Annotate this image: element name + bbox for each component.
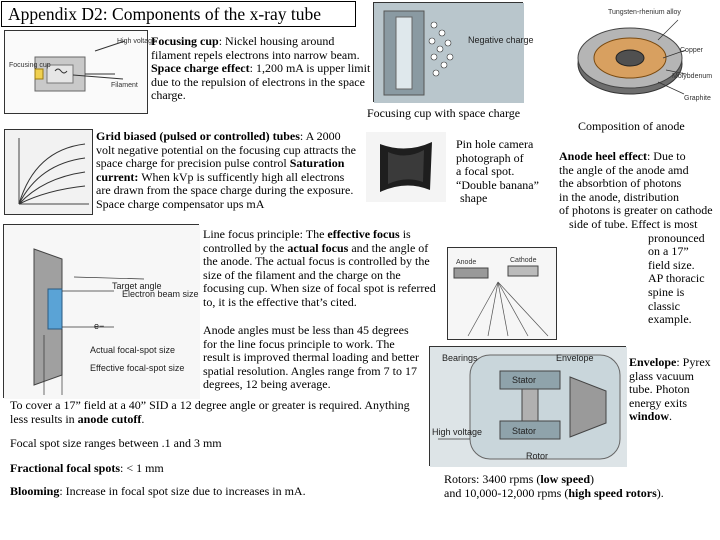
pinhole-line: photograph of xyxy=(456,150,524,165)
space-charge-diagram xyxy=(374,3,534,103)
space-charge-figure xyxy=(373,2,534,102)
saturation-curves xyxy=(5,130,94,216)
space-charge-term: Space charge effect xyxy=(151,61,250,76)
heel-line: the absorbtion of photons xyxy=(559,176,682,191)
anode-composition-diagram xyxy=(568,2,716,114)
fractional-term: Fractional focal spots xyxy=(10,461,120,475)
molybdenum-label: Molybdenum xyxy=(672,73,713,80)
actual-focal-label: Actual focal-spot size xyxy=(90,345,176,355)
grid-biased-text xyxy=(96,130,358,212)
high-speed-term: high speed rotors xyxy=(568,485,657,500)
focusing-cup-caption: Focusing cup with space charge xyxy=(367,106,521,120)
heel-line: the angle of the anode amd xyxy=(559,162,689,177)
window-term: window xyxy=(629,409,670,424)
line-focus-diagram xyxy=(4,225,200,399)
heel-line: example. xyxy=(648,312,692,327)
grid-biased-desc: : A 2000 volt negative potential on the focusing cup attracts the space charge for precision pulse control xyxy=(96,129,356,171)
tungsten-label: Tungsten-rhenium alloy xyxy=(608,9,681,16)
effective-focus-term: effective focus xyxy=(327,227,400,241)
anode-cutoff-term: anode cutoff xyxy=(77,411,142,426)
double-banana-image xyxy=(366,132,446,202)
focusing-cup-desc: : Nickel housing around filament repels electrons into narrow beam. xyxy=(151,34,360,62)
space-charge-desc: : 1,200 mA is upper limit due to the repulsion of electrons in the space charge. xyxy=(151,61,371,103)
pinhole-line: Pin hole camera xyxy=(456,137,534,151)
anode-angles-text: Anode angles must be less than 45 degrees for the line focus principle to work. The result is improved thermal loading and better spatial resolution. Angles range from 7 to 17 degrees, 12 being average. xyxy=(203,323,419,392)
anode-heel-term: Anode heel effect xyxy=(559,149,647,163)
graphite-label: Graphite xyxy=(684,95,711,102)
pinhole-line: “Double banana” xyxy=(456,177,539,192)
heel-line: on a 17” xyxy=(648,244,689,259)
saturation-desc: When kVp is sufficently high all electrons are drawn from the space charge during the exposure. Space charge compensator ups mA xyxy=(96,169,354,211)
focusing-cup-figure xyxy=(4,30,156,114)
anode-heel-text xyxy=(559,150,719,327)
focusing-cup-term: Focusing cup xyxy=(151,34,219,48)
anode-composition-figure xyxy=(568,2,716,114)
heel-cathode-label: Cathode xyxy=(510,257,537,264)
stator-label-bottom: Stator xyxy=(512,426,537,436)
focal-spot-range: Focal spot size ranges between .1 and 3 mm xyxy=(10,436,222,450)
pinhole-line: a focal spot. xyxy=(456,164,515,179)
target-angle-label: Target angle xyxy=(112,281,162,291)
focusing-cup-text xyxy=(151,35,376,103)
envelope-line: Envelope: Pyrex xyxy=(629,355,711,369)
low-speed-term: low speed xyxy=(540,472,591,486)
copper-label: Copper xyxy=(680,47,703,54)
heel-line: field size. xyxy=(648,257,695,272)
stator-label-top: Stator xyxy=(512,375,537,385)
heel-anode-label: Anode xyxy=(456,259,477,266)
grid-biased-term: Grid biased (pulsed or controlled) tubes xyxy=(96,129,300,143)
focusing-cup-diagram xyxy=(5,31,156,115)
page-title: Appendix D2: Components of the x-ray tube xyxy=(1,1,356,27)
blooming-text: Blooming: Increase in focal spot size due to increases in mA. xyxy=(10,484,306,498)
saturation-graph xyxy=(4,129,93,215)
high-voltage-label: High voltage xyxy=(117,38,156,45)
pinhole-line: shape xyxy=(460,191,488,206)
focusing-cup-label: Focusing cup xyxy=(9,62,51,69)
rotors-text xyxy=(444,473,716,500)
envelope-line: window. xyxy=(629,409,673,424)
effective-focal-label: Effective focal-spot size xyxy=(90,363,185,373)
envelope-line: glass vacuum xyxy=(629,368,694,383)
rotor-high-voltage-label: High voltage xyxy=(432,427,483,437)
rotors-line: Rotors: 3400 rpms (low speed) xyxy=(444,472,595,486)
line-focus-text: Line focus principle: The effective focus is controlled by the actual focus and the angle of the anode. The actual focus is controlled by the size of the filament and the charge on the focusing cup. When size of focal spot is referred to, it is the effective that’s cited. xyxy=(203,227,436,309)
anode-cutoff-text: To cover a 17” field at a 40” SID a 12 degree angle or greater is required. Anything less results in anode cutoff. xyxy=(10,398,410,426)
envelope-text xyxy=(629,356,719,424)
bearings-label: Bearings xyxy=(442,353,478,363)
filament-label: Filament xyxy=(111,82,138,89)
pinhole-text xyxy=(456,138,561,206)
fractional-focal-spots: Fractional focal spots: < 1 mm xyxy=(10,461,164,475)
heel-effect-diagram xyxy=(448,248,558,341)
e-minus-label: e− xyxy=(94,321,105,331)
saturation-term: Saturation current: xyxy=(96,156,345,184)
negative-charge-label: Negative charge xyxy=(468,35,534,45)
blooming-term: Blooming xyxy=(10,484,60,498)
heel-line: of photons is greater on cathode xyxy=(559,203,713,218)
heel-line: spine is xyxy=(648,284,685,299)
electron-beam-label: Electron beam size xyxy=(122,289,199,299)
envelope-line: energy exits xyxy=(629,395,688,410)
pinhole-photo xyxy=(366,132,446,202)
envelope-term: Envelope xyxy=(629,355,677,369)
heel-line: Anode heel effect: Due to xyxy=(559,149,686,163)
rotors-line: and 10,000-12,000 rpms (high speed rotors). xyxy=(444,485,664,500)
heel-line: side of tube. Effect is most xyxy=(569,216,698,231)
heel-line: pronounced xyxy=(648,230,705,245)
envelope-fig-label: Envelope xyxy=(556,353,594,363)
rotor-figure xyxy=(429,346,626,466)
anode-caption: Composition of anode xyxy=(578,119,685,133)
actual-focus-term: actual focus xyxy=(287,240,349,255)
rotor-label: Rotor xyxy=(526,451,549,461)
line-focus-figure xyxy=(3,224,199,398)
rotor-diagram xyxy=(430,347,627,467)
heel-line: AP thoracic xyxy=(648,271,705,286)
heel-effect-figure xyxy=(447,247,557,340)
heel-line: classic xyxy=(648,298,680,313)
heel-line: in the anode, distribution xyxy=(559,189,679,204)
envelope-line: tube. Photon xyxy=(629,382,690,397)
